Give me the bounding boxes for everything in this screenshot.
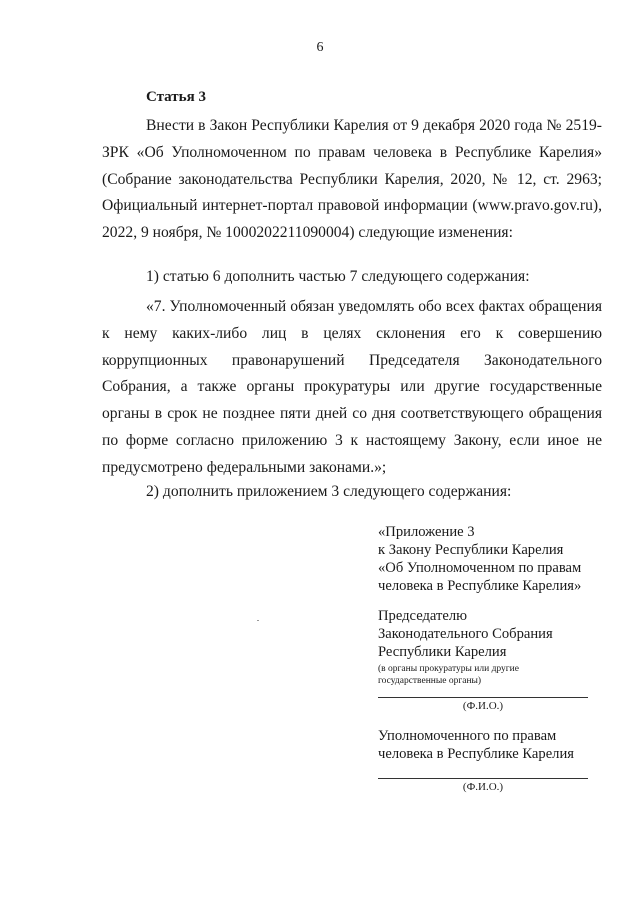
ombudsman-signature-caption: (Ф.И.О.)	[462, 781, 504, 793]
scan-speck	[257, 620, 259, 621]
recipient-line: Республики Карелия	[378, 644, 507, 660]
intro-paragraph: Внести в Закон Республики Карелия от 9 декабря 2020 года № 2519-ЗРК «Об Уполномоченном по правам человека в Республике Карелия» (Собрание законодательства Республики Карелия, 2020, № 12, ст. 2963; Официальный интернет-портал правовой информации (www.pravo.gov.ru), 2022, 9 ноября, № 1000202211090004) следующие изменения:	[102, 117, 602, 242]
recipient-note	[378, 663, 608, 687]
recipient-note-line: (в органы прокуратуры или другие	[378, 664, 519, 674]
amendment-item-2: 2) дополнить приложением 3 следующего содержания:	[146, 483, 512, 500]
page-number: 6	[316, 40, 324, 55]
amendment-item-1: 1) статью 6 дополнить частью 7 следующего содержания:	[146, 268, 530, 285]
recipient-block	[378, 607, 608, 687]
appendix-heading	[378, 523, 608, 595]
recipient-note-line: государственные органы)	[378, 676, 482, 686]
ombudsman-block	[378, 727, 608, 763]
recipient-signature-caption: (Ф.И.О.)	[462, 700, 504, 712]
appendix-line: «Об Уполномоченном по правам	[378, 560, 582, 576]
ombudsman-line: человека в Республике Карелия	[378, 746, 574, 762]
amendment-quote: «7. Уполномоченный обязан уведомлять обо всех фактах обращения к нему каких-либо лиц в целях склонения его к совершению коррупционных правонарушений Председателя Законодательного Собрания, а также органы прокуратуры или другие государственные органы в срок не позднее пяти дней со дня соответствующего обращения по форме согласно приложению 3 к настоящему Закону, если иное не предусмотрено федеральными законами.»;	[102, 298, 602, 476]
article-title: Статья 3	[146, 89, 206, 105]
recipient-signature-line	[378, 697, 588, 698]
ombudsman-line: Уполномоченного по правам	[378, 728, 557, 744]
appendix-line: «Приложение 3	[378, 524, 475, 540]
recipient-line: Законодательного Собрания	[378, 626, 553, 642]
recipient-line: Председателю	[378, 608, 468, 624]
ombudsman-signature-line	[378, 778, 588, 779]
appendix-line: человека в Республике Карелия»	[378, 578, 582, 594]
appendix-line: к Закону Республики Карелия	[378, 542, 564, 558]
